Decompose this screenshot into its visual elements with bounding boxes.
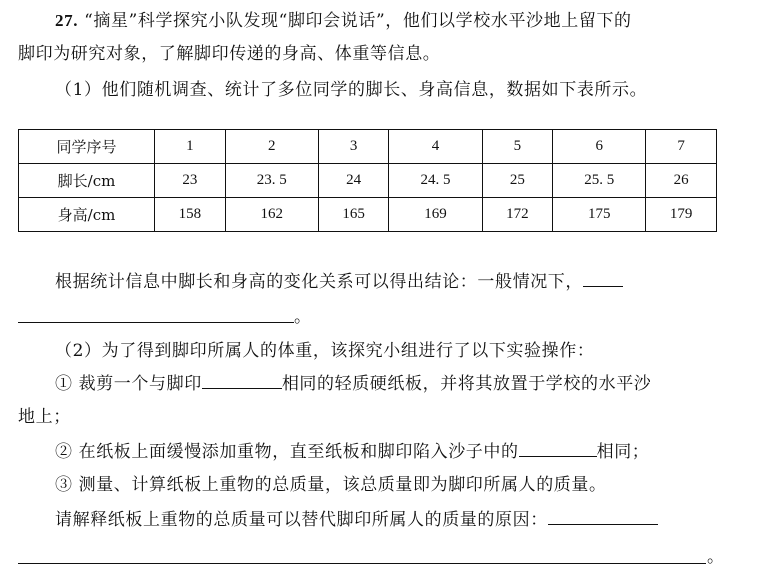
table-cell: 26 [646,164,717,198]
step1-line [55,372,651,395]
table-header-label: 同学序号 [19,130,155,164]
table-row-label: 身高/cm [19,198,155,232]
table-cell: 6 [553,130,646,164]
table-cell: 162 [225,198,318,232]
table-cell: 25 [482,164,553,198]
table-cell: 169 [389,198,482,232]
conclusion-end-mark: 。 [294,307,312,327]
table-row [19,164,717,198]
answer-blank-conclusion-b[interactable] [18,322,294,323]
part2-prompt: （2）为了得到脚印所属人的体重，该探究小组进行了以下实验操作： [55,341,595,361]
step2-text-a: ② 在纸板上面缓慢添加重物，直至纸板和脚印陷入沙子中的 [55,442,519,462]
explain-text: 请解释纸板上重物的总质量可以替代脚印所属人的质量的原因： [55,510,548,530]
answer-blank-explain-a[interactable] [548,508,658,525]
table-cell: 23 [155,164,226,198]
question-number: 27. [55,11,79,30]
conclusion-prompt [55,270,623,293]
table-cell: 5 [482,130,553,164]
answer-blank-explain-b[interactable] [18,563,706,564]
data-table [18,129,717,232]
question-intro-line1 [55,10,632,32]
table-cell: 4 [389,130,482,164]
table-cell: 24. 5 [389,164,482,198]
table-row [19,198,717,232]
table-cell: 172 [482,198,553,232]
part1-prompt: （1）他们随机调查、统计了多位同学的脚长、身高信息，数据如下表所示。 [55,80,648,100]
answer-blank-depth[interactable] [519,440,597,457]
table-row-label: 脚长/cm [19,164,155,198]
step1-text-b: 相同的轻质硬纸板，并将其放置于学校的水平沙 [281,374,652,394]
conclusion-text: 根据统计信息中脚长和身高的变化关系可以得出结论：一般情况下， [55,272,583,292]
table-cell: 7 [646,130,717,164]
table-cell: 179 [646,198,717,232]
step3-line: ③ 测量、计算纸板上重物的总质量，该总质量即为脚印所属人的质量。 [55,475,607,495]
table-cell: 24 [318,164,389,198]
step2-text-b: 相同； [596,442,650,462]
step1-continuation: 地上； [18,407,71,427]
table-cell: 3 [318,130,389,164]
table-cell: 23. 5 [225,164,318,198]
table-row [19,130,717,164]
answer-blank-conclusion-a[interactable] [583,270,623,287]
table-cell: 1 [155,130,226,164]
table-cell: 158 [155,198,226,232]
table-cell: 165 [318,198,389,232]
explain-end-mark: 。 [707,547,725,567]
question-intro-line2: 脚印为研究对象，了解脚印传递的身高、体重等信息。 [18,44,441,64]
step1-text-a: ① 裁剪一个与脚印 [55,374,202,394]
explain-prompt [55,508,658,531]
step2-line [55,440,649,463]
table-cell: 25. 5 [553,164,646,198]
answer-blank-shape[interactable] [202,372,282,389]
table-cell: 2 [225,130,318,164]
intro-text-1: “摘星”科学探究小队发现“脚印会说话”，他们以学校水平沙地上留下的 [84,11,632,31]
table-cell: 175 [553,198,646,232]
